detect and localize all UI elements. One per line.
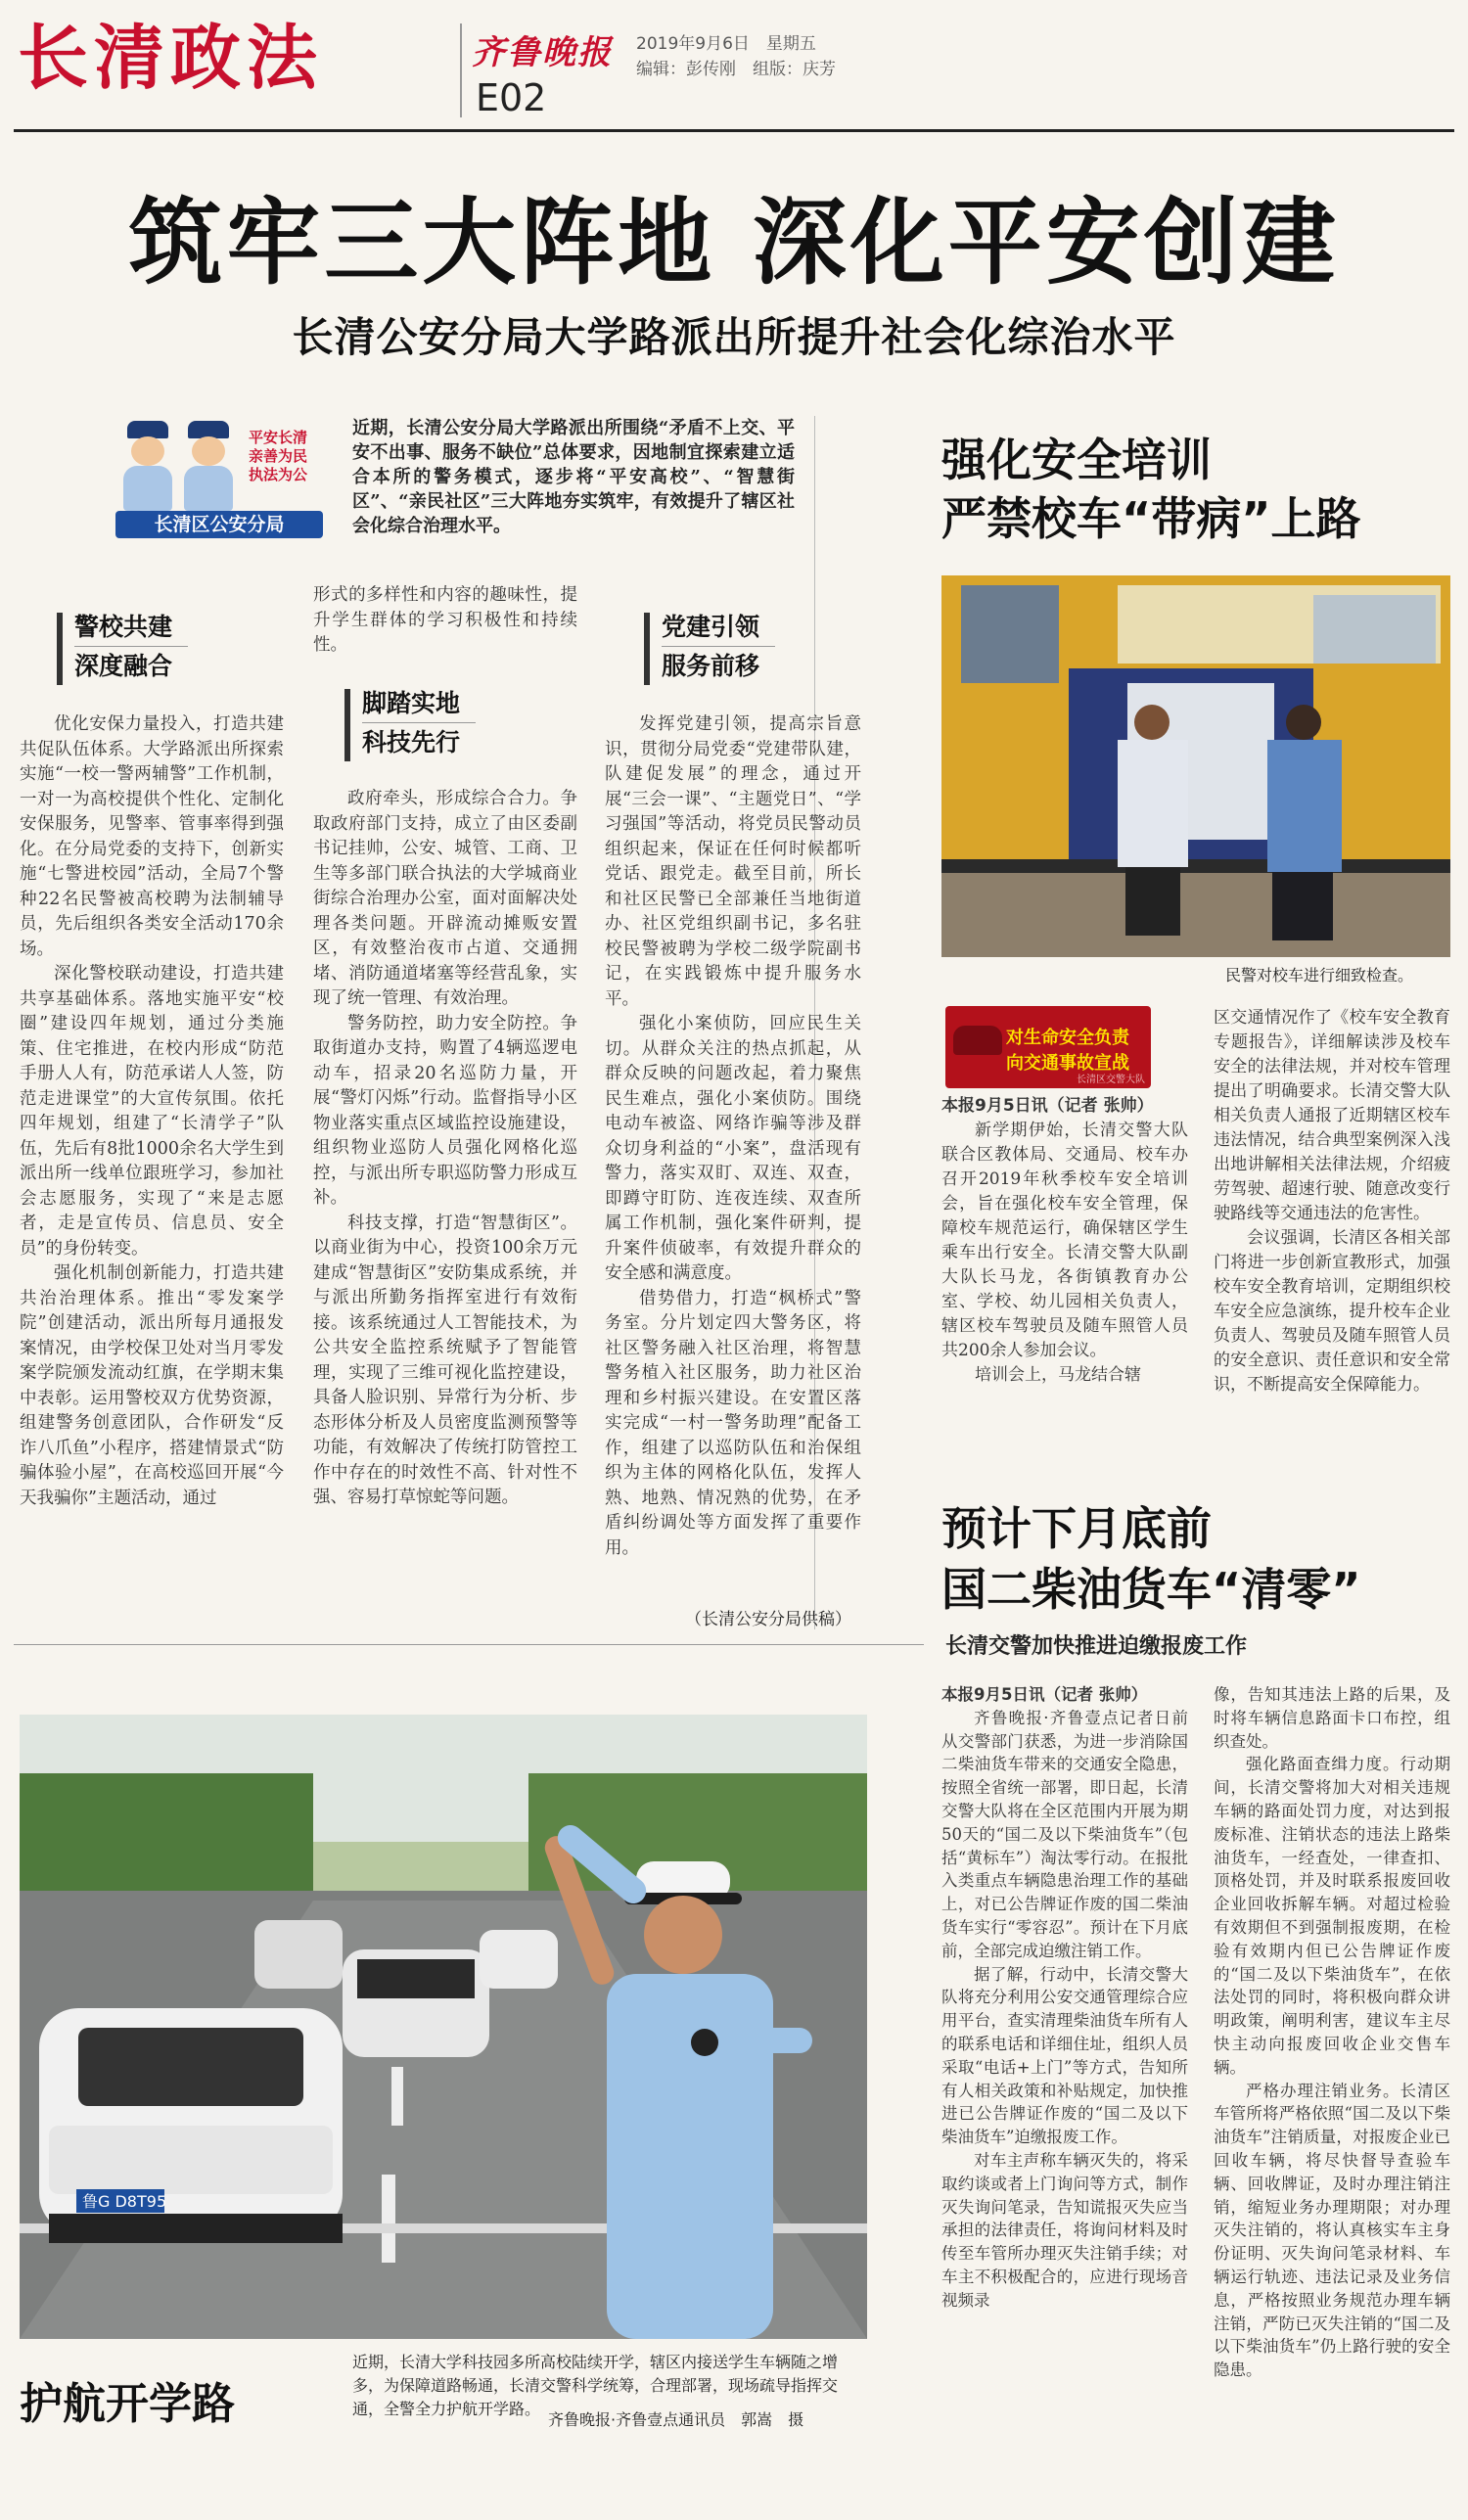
main-headline: 筑牢三大阵地 深化平安创建 — [128, 188, 1340, 298]
article-2-headline-2: 严禁校车“带病”上路 — [941, 492, 1361, 545]
masthead-divider — [460, 23, 462, 117]
traffic-police-photo — [20, 1715, 867, 2339]
article-2-headline-1: 强化安全培训 — [941, 434, 1212, 486]
masthead-rule — [14, 129, 1454, 132]
badge-org: 长清区公安分局 — [115, 511, 323, 538]
article-3-headline-1: 预计下月底前 — [941, 1502, 1212, 1555]
paragraph: 优化安保力量投入，打造共建共促队伍体系。大学路派出所探索实施“一校一警两辅警”工作机制，一对一为高校提供个性化、定制化安保服务，见警率、管事率得到强化。在分局党委的支持下，创新实施“七警进校园”活动，全局7个警种22名民警被高校聘为法制辅导员，先后组织各类安全活动170余场。 — [20, 714, 284, 959]
editor-credits: 编辑：彭传刚 组版：庆芳 — [636, 60, 836, 79]
paragraph: 警务防控，助力安全防控。争取街道办支持，购置了4辆巡逻电动车，招录20名巡防力量，开展“警灯闪烁”行动。监督指导小区物业落实重点区域监控设施建设，组织物业巡防人员强化网格化巡控，与派出所专职巡防警力形成互补。 — [313, 1013, 577, 1208]
article-3-column-left: 本报9月5日讯（记者 张帅） 齐鲁晚报·齐鲁壹点记者日前从交警部门获悉，为进一步消除国二柴油货车带来的交通安全隐患，按照全省统一部署，即日起，长清交警大队将在全区范围内开展为期50天的“国二及以下柴油货车”（包括“黄标车”）淘汰零行动。在报批入类重点车辆隐患治理工作的基础上，对已公告牌证作废的国二柴油货车实行“零容忍”。预计在下月底前，全部完成迫缴注销工作。 据了解，行动中，长清交警大队将充分利用公安交通管理综合应用平台，查实清理柴油货车所有人的联系电话和详细住址，组织人员采取“电话+上门”等方式，告知所有人相关政策和补贴规定，加快推进已公告牌证作废的“国二及以下柴油货车”迫缴报废工作。 对车主声称车辆灭失的，将采取约谈或者上门询问等方式，制作灭失询问笔录，告知谎报灭失应当承担的法律责任，将询问材料及时传至车管所办理灭失注销手续；对车主不积极配合的，应进行现场音视频录 — [941, 1685, 1188, 2310]
paper-logo: 齐鲁晚报 — [472, 33, 613, 72]
school-bus-photo — [941, 575, 1450, 957]
badge-slogan: 平安长清 亲善为民 执法为公 — [249, 429, 308, 483]
school-bus-image — [941, 575, 1450, 957]
photo-feature-credit: 齐鲁晚报·齐鲁壹点通讯员 郭嵩 摄 — [548, 2410, 804, 2429]
license-plate: 鲁G D8T95 — [82, 2192, 167, 2211]
article-2-column-right: 区交通情况作了《校车安全教育专题报告》，详细解读涉及校车安全的法律法规，并对校车管理提出了明确要求。长清交警大队相关负责人通报了近期辖区校车违法情况，结合典型案例深入浅出地讲解相关法律法规，介绍疲劳驾驶、超速行驶、随意改变行驶路线等交通违法的危害性。 会议强调，长清区各相关部门将进一步创新宣教形式，加强校车安全教育培训，定期组织校车安全应急演练，提升校车企业负责人、驾驶员及随车照管人员的安全意识、责任意识和安全常识，不断提高安全保障能力。 — [1214, 1008, 1450, 1395]
paragraph: 政府牵头，形成综合合力。争取政府部门支持，成立了由区委副书记挂帅，公安、城管、工商、卫生等多部门联合执法的大学城商业街综合治理办公室，面对面解决处理各类问题。开辟流动摊贩安置区，有效整治夜市占道、交通拥堵、消防通道堵塞等经营乱象，实现了统一管理、有效治理。 — [313, 789, 577, 1008]
section-rule — [14, 1644, 924, 1645]
car-icon — [953, 1026, 1002, 1055]
article-3-headline-2: 国二柴油货车“清零” — [941, 1563, 1361, 1616]
police-cartoon-icon — [119, 421, 176, 511]
paragraph: 强化小案侦防，回应民生关切。从群众关注的热点抓起，从群众反映的问题改起，着力聚焦民生难点，强化小案侦防。围绕电动车被盗、网络诈骗等涉及群众切身利益的“小案”，盘活现有警力，落实双盯、双连、双查，即蹲守盯防、连夜连续、双查所属工作机制，强化案件研判，提升案件侦破率，有效提升群众的安全感和满意度。 — [605, 1014, 861, 1283]
photo-feature-caption: 近期，长清大学科技园多所高校陆续开学，辖区内接送学生车辆随之增多，为保障道路畅通，长清交警科学统筹，合理部署，现场疏导指挥交通，全警全力护航开学路。 — [352, 2353, 839, 2418]
photo-caption: 民警对校车进行细致检查。 — [1225, 966, 1414, 985]
paragraph: 借势借力，打造“枫桥式”警务室。分片划定四大警务区，将社区警务融入社区治理，将智慧警务植入社区服务，助力社区治理和乡村振兴建设。在安置区落实完成“一村一警务助理”配备工作，组建了以巡防队伍和治保组织为主体的网格化队伍，发挥人熟、地熟、情况熟的优势，在矛盾纠纷调处等方面发挥了重要作用。 — [605, 1288, 861, 1558]
paragraph: 科技支撑，打造“智慧街区”。以商业街为中心，投资100余万元建成“智慧街区”安防集成系统，并与派出所勤务指挥室进行有效衔接。该系统通过人工智能技术，为公共安全监控系统赋予了智能管理，实现了三维可视化监控建设，具备人脸识别、异常行为分析、步态形体分析及人员密度监测预警等功能，有效解决了传统打防管控工作中存在的时效性不高、针对性不强、容易打草惊蛇等问题。 — [313, 1213, 577, 1507]
article-credit: （长清公安分局供稿） — [685, 1610, 851, 1629]
article-column-3 — [605, 712, 861, 1561]
section-1-title: 警校共建 深度融合 — [57, 607, 213, 695]
section-title: 长清政法 — [18, 17, 324, 99]
issue-date: 2019年9月6日 星期五 — [636, 34, 816, 54]
article-3-subheadline: 长清交警加快推进迫缴报废工作 — [945, 1634, 1248, 1659]
traffic-promo: 对生命安全负责 向交通事故宣战 长清区交警大队 — [945, 1006, 1151, 1088]
article-column-1 — [20, 712, 284, 1511]
police-cartoon-icon — [180, 421, 237, 511]
section-3-title: 党建引领 服务前移 — [644, 607, 801, 695]
traffic-police-image — [20, 1715, 867, 2339]
photo-feature-title: 护航开学路 — [20, 2379, 235, 2429]
page-number: E02 — [476, 76, 547, 119]
paragraph: 发挥党建引领，提高宗旨意识，贯彻分局党委“党建带队建，队建促发展”的理念，通过开展“三会一课”、“主题党日”、“学习强国”等活动，将党员民警动员组织起来，保证在任何时候都听党话、跟党走。截至目前，所长和社区民警已全部兼任当地街道办、社区党组织副书记，多名驻校民警被聘为学校二级学院副书记，在实践锻炼中提升服务水平。 — [605, 714, 861, 1009]
article-2-column-left: 本报9月5日讯（记者 张帅） 新学期伊始，长清交警大队联合区教体局、交通局、校车办召开2019年秋季校车安全培训会，旨在强化校车安全管理，保障校车规范运行，确保辖区学生乘车出行安全。长清交警大队副大队长马龙，各街镇教育办公室、学校、幼儿园相关负责人，辖区校车驾驶员及随车照管人员共200余人参加会议。 培训会上，马龙结合辖 — [941, 1096, 1188, 1385]
police-badge — [115, 421, 323, 538]
article-3-column-right: 像，告知其违法上路的后果，及时将车辆信息路面卡口布控，组织查处。 强化路面查缉力度。行动期间，长清交警将加大对相关违规车辆的路面处罚力度，对达到报废标准、注销状态的违法上路柴油货车，一经查处，一律查扣、顶格处罚，并及时联系报废回收企业回收拆解车辆。对超过检验有效期但不到强制报废期，在检验有效期内但已公告牌证作废的“国二及以下柴油货车”，在依法处罚的同时，将积极向群众讲明政策，阐明利害，建议车主尽快主动向报废回收企业交售车辆。 严格办理注销业务。长清区车管所将严格依照“国二及以下柴油货车”注销质量，对报废企业已回收车辆，将尽快督导查验车辆、回收牌证，及时办理注销注销，缩短业务办理期限；对办理灭失注销的，将认真核实车主身份证明、灭失询问笔录材料、车辆运行轨迹、违法记录及业务信息，严格按照业务规范办理车辆注销，严防已灭失注销的“国二及以下柴油货车”仍上路行驶的安全隐患。 — [1214, 1685, 1450, 2380]
article-column-2 — [313, 787, 577, 1511]
paragraph: 深化警校联动建设，打造共建共享基础体系。落地实施平安“校圈”建设四年规划，通过分类施策、住宅推进，在校内形成“防范手册人人有，防范承诺人人签，防范走进课堂”的大宣传氛围。依托四年规划，组建了“长清学子”队伍，先后有8批1000余名大学生到派出所一线单位跟班学习，参加社会志愿服务，实现了“来是志愿者，走是宣传员、信息员、安全员”的身份转变。 — [20, 964, 284, 1259]
article-intro: 近期，长清公安分局大学路派出所围绕“矛盾不上交、平安不出事、服务不缺位”总体要求，因地制宜探索建立适合本所的警务模式，逐步将“平安高校”、“智慧街区”、“亲民社区”三大阵地夯实筑牢，有效提升了辖区社会化综合治理水平。 — [352, 418, 795, 536]
article-column-2-top: 形式的多样性和内容的趣味性，提升学生群体的学习积极性和持续性。 — [313, 585, 577, 655]
section-2-title: 脚踏实地 科技先行 — [344, 683, 501, 771]
paragraph: 强化机制创新能力，打造共建共治治理体系。推出“零发案学院”创建活动，派出所每月通报发案情况，由学校保卫处对当月零发案学院颁发流动红旗，在学期末集中表彰。运用警校双方优势资源，组建警务创意团队，合作研发“反诈八爪鱼”小程序，搭建情景式“防骗体验小屋”，在高校巡回开展“今天我骗你”主题活动，通过 — [20, 1263, 284, 1508]
main-subheadline: 长清公安分局大学路派出所提升社会化综治水平 — [292, 313, 1176, 361]
